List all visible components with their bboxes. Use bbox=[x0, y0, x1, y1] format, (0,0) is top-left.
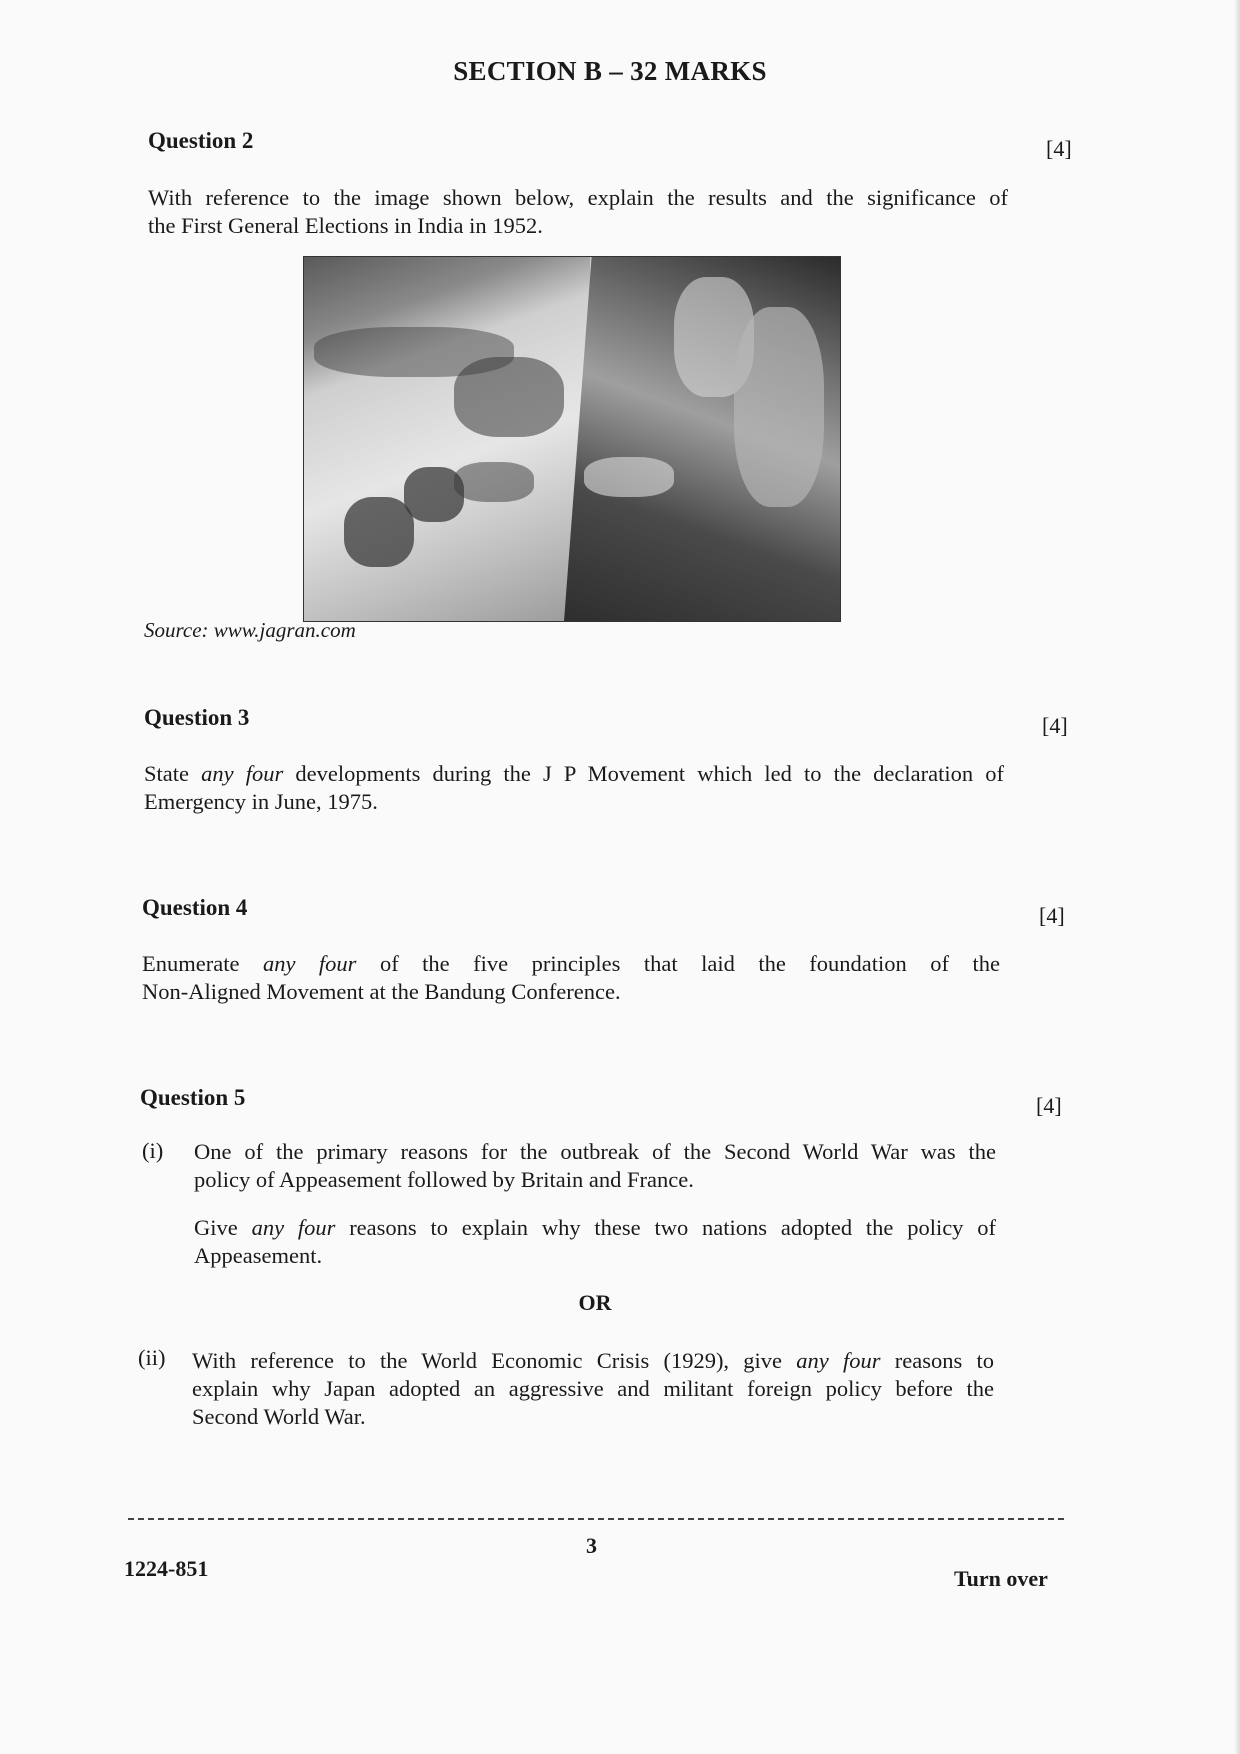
question-3-heading: Question 3 bbox=[144, 705, 250, 730]
question-3-line-1: State any four developments during the J P Movement which led to the declaration of bbox=[144, 761, 1004, 786]
page-number: 3 bbox=[586, 1533, 597, 1558]
question-2-line-2: the First General Elections in India in 1952. bbox=[148, 213, 543, 238]
source-url: www.jagran.com bbox=[213, 618, 356, 642]
part-i-line-2: policy of Appeasement followed by Britain and France. bbox=[194, 1167, 694, 1192]
question-5-part-i-text bbox=[194, 1138, 996, 1270]
question-4-heading: Question 4 bbox=[142, 895, 248, 920]
question-2-heading: Question 2 bbox=[148, 128, 254, 153]
question-4-line-1: Enumerate any four of the five principles that laid the foundation of the bbox=[142, 951, 1001, 976]
women-voters-photo bbox=[564, 257, 840, 621]
turn-over-label: Turn over bbox=[954, 1566, 1048, 1591]
question-5-heading: Question 5 bbox=[140, 1085, 246, 1110]
question-5-marks: [4] bbox=[1036, 1093, 1062, 1118]
question-2-line-1: With reference to the image shown below, explain the results and the significance of bbox=[148, 185, 1008, 210]
part-i-line-1: One of the primary reasons for the outbreak of the Second World War was the bbox=[194, 1139, 996, 1164]
question-3-line-2: Emergency in June, 1975. bbox=[144, 789, 378, 814]
part-ii-line-2: explain why Japan adopted an aggressive and militant foreign policy before the bbox=[192, 1376, 994, 1401]
question-4-line-2: Non-Aligned Movement at the Bandung Conference. bbox=[142, 979, 621, 1004]
section-title: SECTION B – 32 MARKS bbox=[453, 56, 767, 86]
question-4-marks: [4] bbox=[1039, 903, 1065, 928]
question-3-text bbox=[144, 760, 1004, 816]
question-5-part-ii-text bbox=[192, 1347, 994, 1431]
or-separator: OR bbox=[578, 1290, 612, 1315]
scan-edge-shadow bbox=[1234, 0, 1240, 1754]
part-ii-line-1: With reference to the World Economic Crisis (1929), give any four reasons to bbox=[192, 1348, 995, 1373]
question-5-part-i-label: (i) bbox=[142, 1138, 164, 1163]
voters-queue-photo bbox=[304, 257, 590, 621]
question-3-marks: [4] bbox=[1042, 713, 1068, 738]
part-i-give-line-2: Appeasement. bbox=[194, 1243, 323, 1268]
footer-divider bbox=[128, 1518, 1064, 1520]
election-photo bbox=[303, 256, 841, 622]
paper-code: 1224-851 bbox=[124, 1556, 209, 1581]
question-5-part-ii-label: (ii) bbox=[138, 1345, 166, 1370]
part-ii-line-3: Second World War. bbox=[192, 1404, 366, 1429]
image-source bbox=[144, 618, 356, 643]
question-4-text bbox=[142, 950, 1000, 1006]
question-2-marks: [4] bbox=[1046, 136, 1072, 161]
part-i-give-line-1: Give any four reasons to explain why these two nations adopted the policy of bbox=[194, 1215, 996, 1240]
source-label: Source: bbox=[144, 618, 209, 642]
question-2-text bbox=[148, 184, 1008, 240]
